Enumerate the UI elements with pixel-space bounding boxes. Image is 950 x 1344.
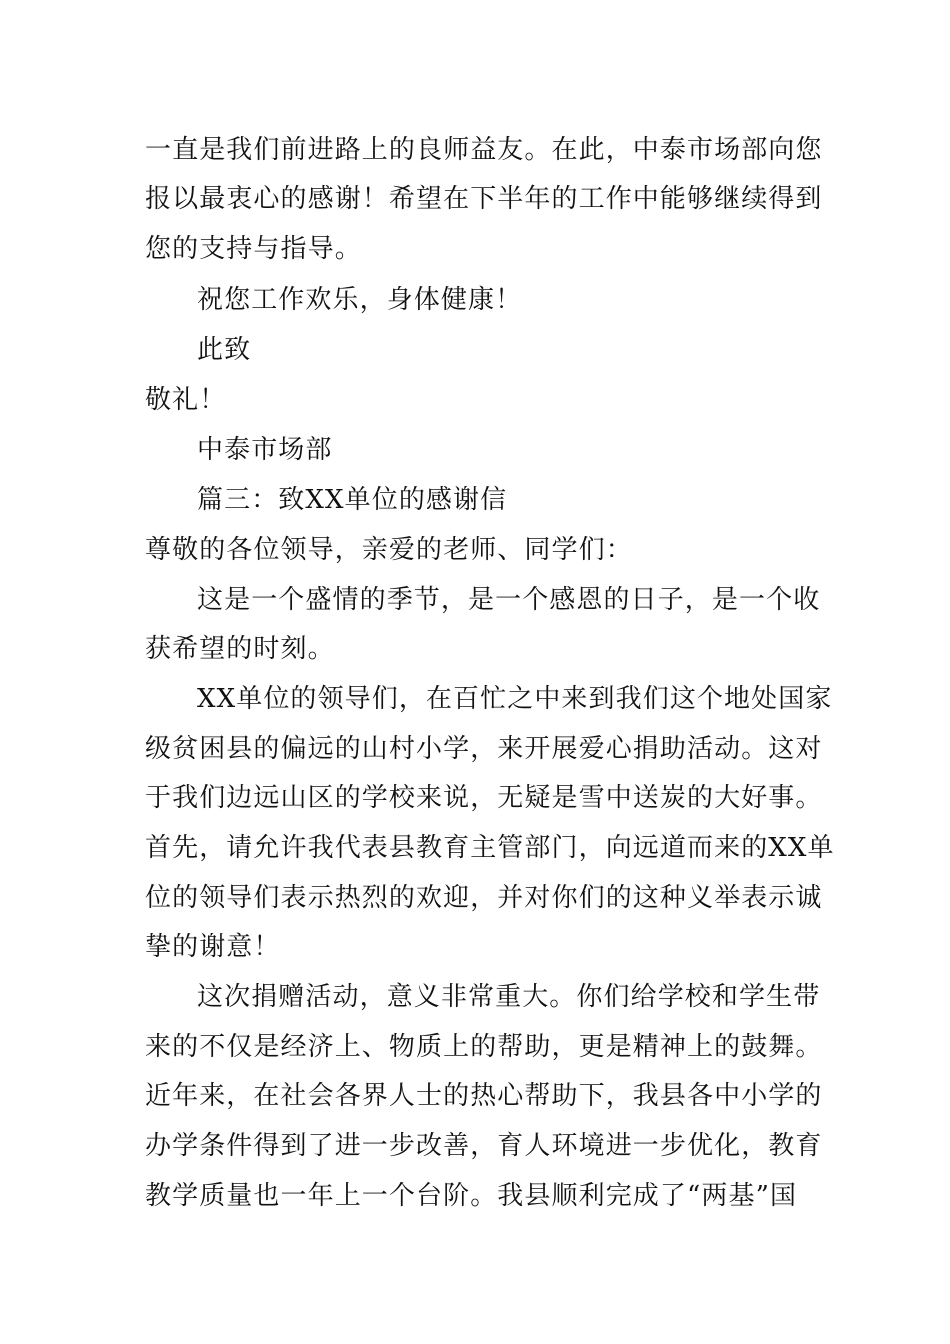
text-line: 您的支持与指导。 xyxy=(145,234,362,264)
section-heading: 篇三：致XX单位的感谢信 xyxy=(197,485,508,515)
text-line: 来的不仅是经济上、物质上的帮助，更是精神上的鼓舞。 xyxy=(145,1032,823,1062)
text-line: XX单位的领导们，在百忙之中来到我们这个地处国家 xyxy=(197,684,833,714)
text-line: 首先，请允许我代表县教育主管部门，向远道而来的XX单 xyxy=(145,833,835,863)
text-line: 办学条件得到了进一步改善，育人环境进一步优化，教育 xyxy=(145,1131,823,1161)
text-line: 这是一个盛情的季节，是一个感恩的日子，是一个收 xyxy=(197,585,821,615)
text-line: 获希望的时刻。 xyxy=(145,634,335,664)
closing-wish: 祝您工作欢乐，身体健康！ xyxy=(197,285,523,315)
text-line: 一直是我们前进路上的良师益友。在此，中泰市场部向您 xyxy=(145,135,823,165)
salutation-jing-li: 敬礼！ xyxy=(145,385,227,415)
signature: 中泰市场部 xyxy=(197,435,333,465)
text-line: 于我们边远山区的学校来说，无疑是雪中送炭的大好事。 xyxy=(145,783,823,813)
text-line: 挚的谢意！ xyxy=(145,932,281,962)
text-line: 近年来，在社会各界人士的热心帮助下，我县各中小学的 xyxy=(145,1081,823,1111)
salutation-ci-zhi: 此致 xyxy=(197,335,252,365)
greeting: 尊敬的各位领导，亲爱的老师、同学们： xyxy=(145,535,633,565)
text-line: 教学质量也一年上一个台阶。我县顺利完成了“两基”国 xyxy=(145,1181,798,1211)
text-line: 级贫困县的偏远的山村小学，来开展爱心捐助活动。这对 xyxy=(145,734,823,764)
text-line: 这次捐赠活动，意义非常重大。你们给学校和学生带 xyxy=(197,982,821,1012)
text-line: 位的领导们表示热烈的欢迎，并对你们的这种义举表示诚 xyxy=(145,883,823,913)
text-line: 报以最衷心的感谢！希望在下半年的工作中能够继续得到 xyxy=(145,184,823,214)
